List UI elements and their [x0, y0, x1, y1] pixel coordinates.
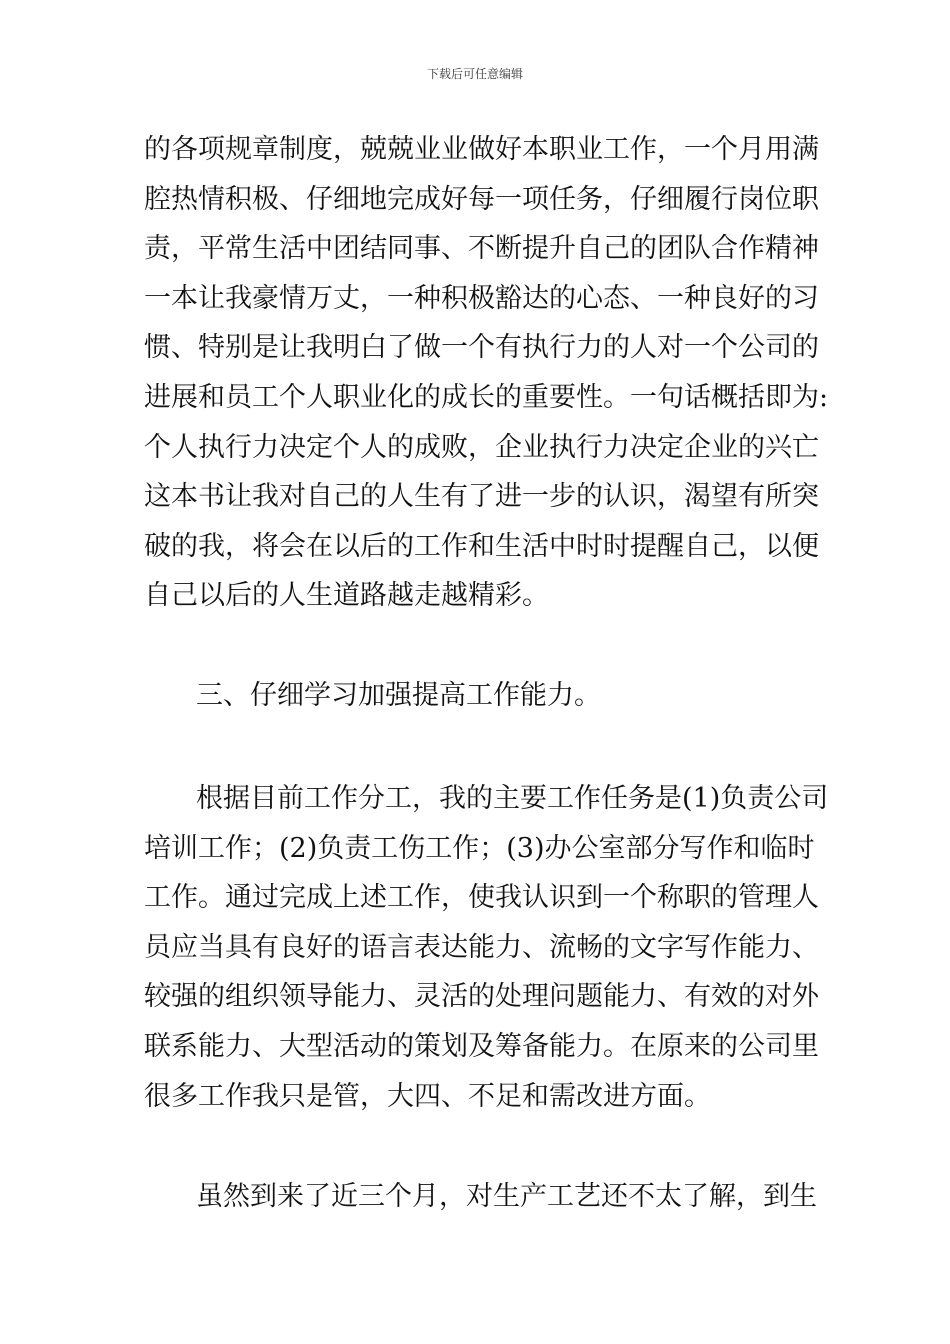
header-note: 下载后可任意编辑: [426, 67, 523, 81]
paragraph-line: 工作。通过完成上述工作，使我认识到一个称职的管理人: [144, 882, 819, 914]
paragraph-line: 进展和员工个人职业化的成长的重要性。一句话概括即为:: [144, 381, 829, 413]
paragraph-line: 自己以后的人生道路越走越精彩。: [144, 580, 549, 612]
paragraph-line: 这本书让我对自己的人生有了进一步的认识，渴望有所突: [144, 481, 819, 513]
section-heading-3: 三、仔细学习加强提高工作能力。: [196, 680, 601, 711]
paragraph-line: 一本让我豪情万丈，一种积极豁达的心态、一种良好的习: [144, 282, 819, 314]
paragraph-line: 根据目前工作分工，我的主要工作任务是(1)负责公司: [196, 783, 829, 814]
paragraph-line: 培训工作；(2)负责工伤工作；(3)办公室部分写作和临时: [144, 832, 815, 864]
paragraph-line: 破的我，将会在以后的工作和生活中时时提醒自己，以便: [144, 530, 819, 562]
paragraph-1: [144, 125, 829, 621]
paragraph-3: [144, 1172, 817, 1222]
paragraph-2: [144, 774, 829, 1121]
paragraph-line: 虽然到来了近三个月，对生产工艺还不太了解，到生: [196, 1181, 817, 1212]
paragraph-line: 个人执行力决定个人的成败，企业执行力决定企业的兴亡: [144, 431, 819, 463]
paragraph-line: 腔热情积极、仔细地完成好每一项任务，仔细履行岗位职: [144, 183, 819, 215]
paragraph-line: 联系能力、大型活动的策划及筹备能力。在原来的公司里: [144, 1030, 819, 1062]
paragraph-line: 很多工作我只是管，大四、不足和需改进方面。: [144, 1080, 711, 1112]
paragraph-line: 的各项规章制度，兢兢业业做好本职业工作，一个月用满: [144, 134, 819, 165]
paragraph-line: 员应当具有良好的语言表达能力、流畅的文字写作能力、: [144, 931, 819, 963]
paragraph-line: 惯、特别是让我明白了做一个有执行力的人对一个公司的: [144, 332, 819, 364]
paragraph-line: 责，平常生活中团结同事、不断提升自己的团队合作精神: [144, 233, 819, 265]
paragraph-line: 较强的组织领导能力、灵活的处理问题能力、有效的对外: [144, 981, 819, 1013]
